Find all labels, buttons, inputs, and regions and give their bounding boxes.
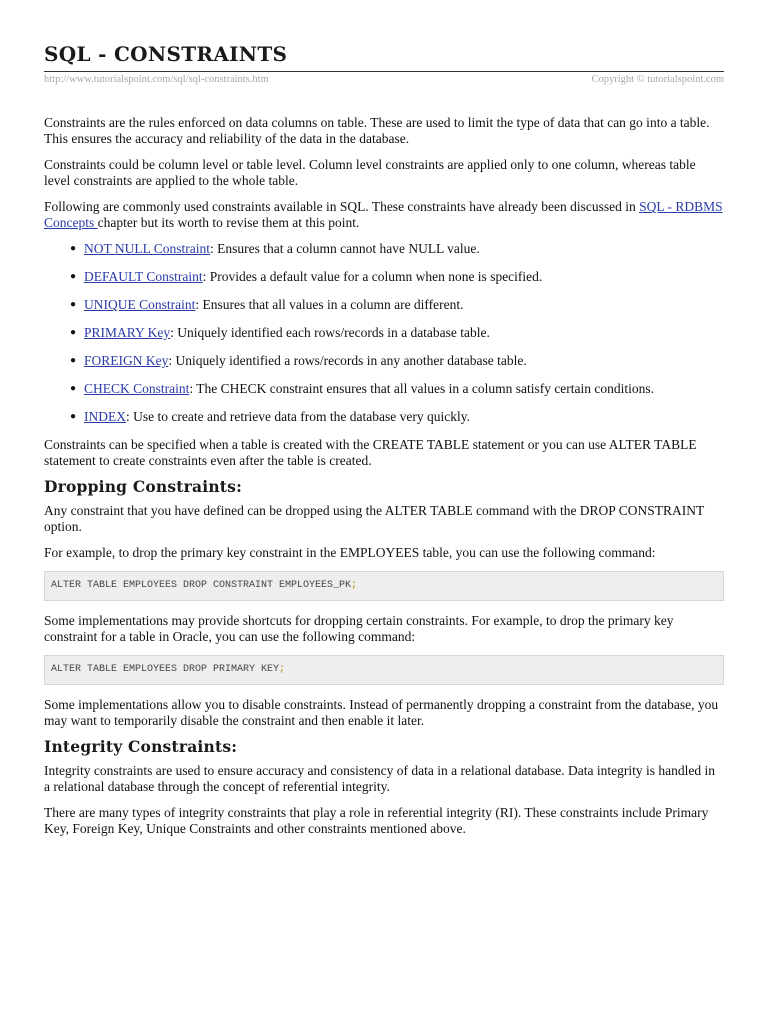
intro-paragraph-2: Constraints could be column level or table level. Column level constraints are applied only to one column, whereas table level constraints are applied to the whole table. [44,157,696,188]
dropping-paragraph-1: Any constraint that you have defined can be dropped using the ALTER TABLE command with the DROP CONSTRAINT option. [44,503,704,534]
code-text: ALTER TABLE EMPLOYEES DROP CONSTRAINT EMPLOYEES_PK [51,580,352,591]
integrity-paragraph-2: There are many types of integrity constraints that play a role in referential integrity (RI). These constraints include Primary Key, Foreign Key, Unique Constraints and other constraints mentioned above. [44,805,709,836]
bullet-icon: ● [70,299,77,310]
not-null-link[interactable]: NOT NULL Constraint [84,241,210,256]
bullet-icon: ● [70,243,77,254]
list-item [44,381,724,397]
intro-paragraph-1: Constraints are the rules enforced on data columns on table. These are used to limit the type of data that can go into a table. This ensures the accuracy and reliability of the data in the database. [44,115,710,146]
foreign-key-link[interactable]: FOREIGN Key [84,353,169,368]
dropping-paragraph-2: For example, to drop the primary key constraint in the EMPLOYEES table, you can use the following command: [44,545,656,560]
title-divider [44,71,724,72]
page-title: SQL - CONSTRAINTS [44,42,288,66]
bullet-icon: ● [70,383,77,394]
dropping-paragraph-3: Some implementations may provide shortcuts for dropping certain constraints. For example, to drop the primary key constraint for a table in Oracle, you can use the following command: [44,613,674,644]
code-block-drop-primary-key [44,655,724,685]
code-text: ALTER TABLE EMPLOYEES DROP PRIMARY KEY [51,664,280,675]
rdbms-concepts-link[interactable]: SQL - RDBMS Concepts [44,199,723,230]
dropping-heading: Dropping Constraints: [44,477,243,496]
copyright-notice: Copyright © tutorialspoint.com [591,74,724,85]
list-item [44,241,724,257]
page-meta [44,74,724,85]
list-item [44,409,724,425]
list-item [44,297,724,313]
code-block-drop-constraint [44,571,724,601]
intro-text-before-link: Following are commonly used constraints available in SQL. These constraints have already been discussed in [44,199,640,214]
bullet-icon: ● [70,411,77,422]
after-list-paragraph: Constraints can be specified when a table is created with the CREATE TABLE statement or you can use ALTER TABLE statement to create constraints even after the table is created. [44,437,697,468]
list-item [44,269,724,285]
list-item [44,353,724,369]
source-url[interactable]: http://www.tutorialspoint.com/sql/sql-constraints.htm [44,74,269,85]
list-item-desc: : Ensures that all values in a column are different. [195,297,464,312]
list-item-desc: : Uniquely identified each rows/records in a database table. [170,325,490,340]
document-body [44,115,724,837]
check-constraint-link[interactable]: CHECK Constraint [84,381,190,396]
bullet-icon: ● [70,355,77,366]
bullet-icon: ● [70,327,77,338]
intro-text-after-link: chapter but its worth to revise them at this point. [97,215,360,230]
integrity-heading: Integrity Constraints: [44,737,238,756]
code-semicolon: ; [279,664,286,675]
dropping-paragraph-4: Some implementations allow you to disable constraints. Instead of permanently dropping a constraint from the database, you may want to temporarily disable the constraint and then enable it later. [44,697,719,728]
bullet-icon: ● [70,271,77,282]
unique-constraint-link[interactable]: UNIQUE Constraint [84,297,196,312]
integrity-paragraph-1: Integrity constraints are used to ensure accuracy and consistency of data in a relational database. Data integrity is handled in a relational database through the concept of referential integrity. [44,763,715,794]
list-item-desc: : Provides a default value for a column when none is specified. [202,269,543,284]
list-item-desc: : Ensures that a column cannot have NULL value. [210,241,480,256]
list-item [44,325,724,341]
code-semicolon: ; [351,580,358,591]
intro-paragraph-3 [44,199,724,231]
list-item-desc: : Use to create and retrieve data from the database very quickly. [126,409,470,424]
default-constraint-link[interactable]: DEFAULT Constraint [84,269,203,284]
list-item-desc: : Uniquely identified a rows/records in any another database table. [168,353,527,368]
list-item-desc: : The CHECK constraint ensures that all values in a column satisfy certain conditions. [189,381,655,396]
index-link[interactable]: INDEX [84,409,126,424]
constraint-list [44,241,724,425]
primary-key-link[interactable]: PRIMARY Key [84,325,171,340]
